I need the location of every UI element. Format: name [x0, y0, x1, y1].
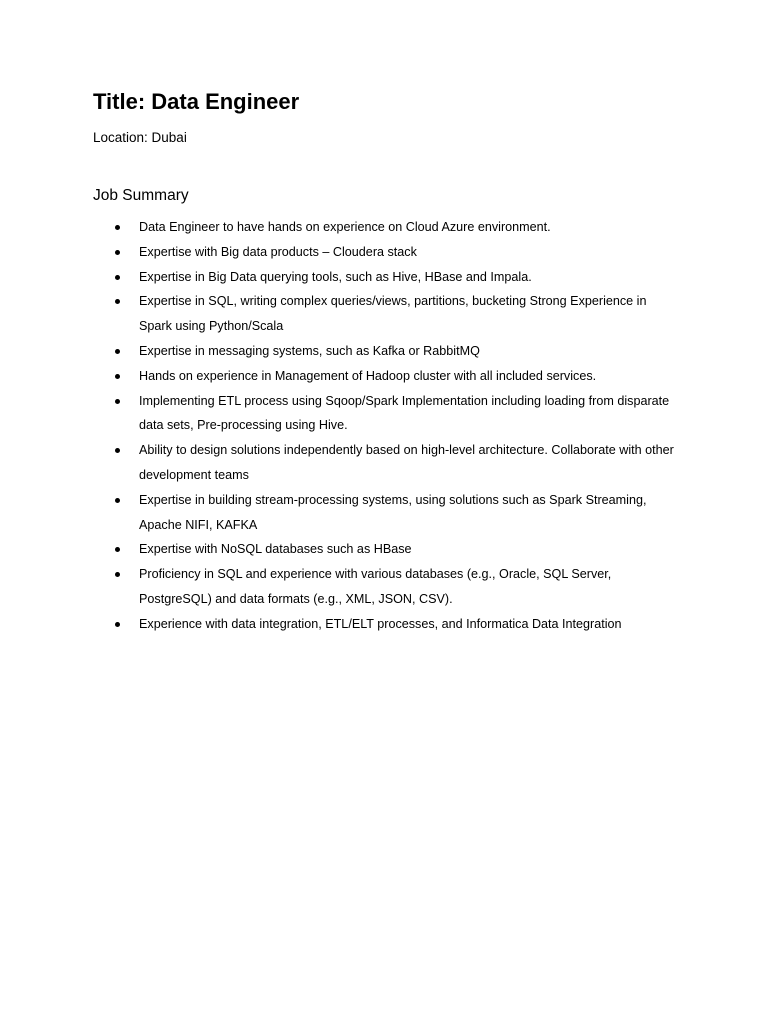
bullet-icon — [115, 448, 120, 453]
list-item — [115, 438, 675, 488]
list-item — [115, 339, 675, 364]
bullet-icon — [115, 622, 120, 627]
bullet-icon — [115, 547, 120, 552]
bullet-icon — [115, 572, 120, 577]
list-item — [115, 389, 675, 439]
list-item-text: Implementing ETL process using Sqoop/Spark Implementation including loading from disparate data sets, Pre-processing using Hive. — [139, 393, 670, 433]
list-item-text: Expertise with NoSQL databases such as HBase — [139, 542, 412, 557]
list-item-text: Expertise in SQL, writing complex queries/views, partitions, bucketing Strong Experience in Spark using Python/Scala — [139, 294, 647, 334]
list-item-text: Ability to design solutions independently based on high-level architecture. Collaborate with other development teams — [139, 443, 674, 482]
bullet-icon — [115, 374, 120, 379]
list-item-text: Expertise in Big Data querying tools, such as Hive, HBase and Impala. — [139, 269, 532, 284]
list-item — [115, 612, 675, 637]
bullet-icon — [115, 349, 120, 354]
list-item-text: Experience with data integration, ETL/ELT processes, and Informatica Data Integration — [139, 616, 622, 631]
list-item — [115, 265, 675, 290]
bullet-icon — [115, 399, 120, 404]
list-item-text: Hands on experience in Management of Hadoop cluster with all included services. — [139, 368, 597, 383]
bullet-icon — [115, 225, 120, 230]
list-item-text: Expertise with Big data products – Cloudera stack — [139, 244, 417, 259]
list-item-text: Expertise in messaging systems, such as Kafka or RabbitMQ — [139, 343, 480, 358]
list-item — [115, 488, 675, 538]
list-item — [115, 364, 675, 389]
bullet-icon — [115, 498, 120, 503]
job-summary-list — [115, 215, 675, 637]
list-item-text: Data Engineer to have hands on experience on Cloud Azure environment. — [139, 220, 551, 234]
list-item-text: Expertise in building stream-processing systems, using solutions such as Spark Streaming, Apache NIFI, KAFKA — [139, 492, 647, 532]
bullet-icon — [115, 275, 120, 280]
bullet-icon — [115, 250, 120, 255]
bullet-icon — [115, 299, 120, 304]
list-item-text: Proficiency in SQL and experience with various databases (e.g., Oracle, SQL Server, PostgreSQL) and data formats (e.g., XML, JSON, CSV). — [139, 567, 612, 606]
list-item — [115, 289, 675, 339]
list-item — [115, 215, 675, 240]
list-item — [115, 537, 675, 562]
section-heading-job-summary: Job Summary — [93, 187, 189, 204]
job-location: Location: Dubai — [93, 130, 187, 145]
list-item — [115, 240, 675, 265]
list-item — [115, 562, 675, 612]
document-title: Title: Data Engineer — [93, 89, 300, 114]
